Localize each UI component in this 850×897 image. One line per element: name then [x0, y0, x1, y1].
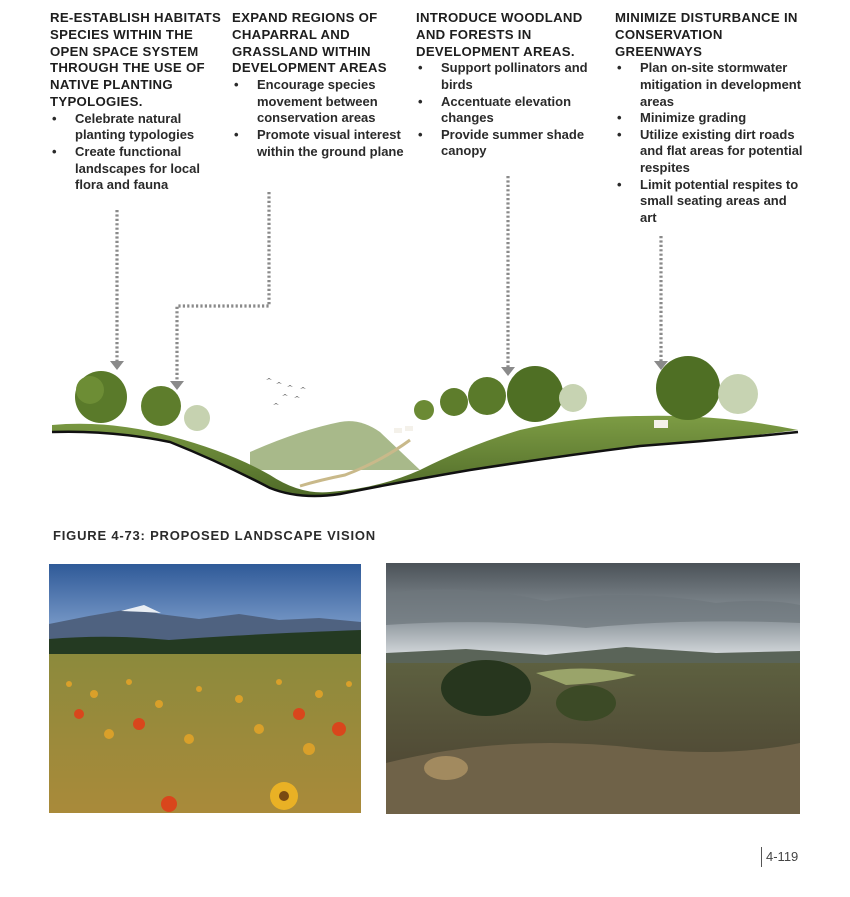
- canyon-landscape-photo: [386, 563, 800, 814]
- column-heading: MINIMIZE DISTURBANCE IN CONSERVATION GREENWAYS: [615, 10, 798, 59]
- oak-tree-icon: [440, 388, 468, 416]
- shrub-icon: [184, 405, 210, 431]
- bullet-item: • Create functional landscapes for local flora and fauna: [50, 144, 225, 194]
- shrub-icon: [718, 374, 758, 414]
- arrow-head-icon: [501, 367, 515, 376]
- figure-caption: FIGURE 4-73: PROPOSED LANDSCAPE VISION: [53, 528, 376, 543]
- birds-icon: [266, 378, 306, 405]
- shrub-icon: [414, 400, 434, 420]
- shrub-icon: [559, 384, 587, 412]
- landscape-section-illustration: [0, 170, 850, 510]
- ground-section: [52, 416, 798, 496]
- bullet-item: • Limit potential respites to small seating areas and art: [615, 177, 805, 227]
- strategy-column-woodland: [416, 10, 606, 160]
- page-number: 4-119: [761, 847, 798, 867]
- arrow-head-icon: [170, 381, 184, 390]
- strategy-column-chaparral: [232, 10, 404, 160]
- bullet-item: • Encourage species movement between conservation areas: [232, 77, 404, 127]
- canyon-image: [386, 563, 800, 814]
- oak-tree-icon: [141, 386, 181, 426]
- column-heading: EXPAND REGIONS OF CHAPARRAL AND GRASSLAND WITHIN DEVELOPMENT AREAS: [232, 10, 387, 76]
- meadow-image: [49, 564, 361, 813]
- bullet-item: • Celebrate natural planting typologies: [50, 111, 225, 144]
- column-heading: INTRODUCE WOODLAND AND FORESTS IN DEVELOPMENT AREAS.: [416, 10, 583, 59]
- section-cut-line: [52, 432, 798, 496]
- bullet-list: [232, 77, 404, 160]
- oak-tree-icon: [656, 356, 720, 420]
- bullet-item: • Promote visual interest within the ground plane: [232, 127, 404, 160]
- bullet-item: • Minimize grading: [615, 110, 805, 127]
- leader-arrows: [117, 176, 661, 382]
- bullet-item: • Utilize existing dirt roads and flat areas for potential respites: [615, 127, 805, 177]
- bullet-item: • Provide summer shade canopy: [416, 127, 606, 160]
- bullet-item: • Support pollinators and birds: [416, 60, 606, 93]
- leader-line-chaparral: [177, 192, 269, 382]
- column-heading: RE-ESTABLISH HABITATS SPECIES WITHIN THE OPEN SPACE SYSTEM THROUGH THE USE OF NATIVE PLANTING TYPOLOGIES.: [50, 10, 222, 109]
- oak-tree-icon: [468, 377, 506, 415]
- bullet-item: • Plan on-site stormwater mitigation in development areas: [615, 60, 805, 110]
- arrow-head-icon: [110, 361, 124, 370]
- bullet-item: • Accentuate elevation changes: [416, 94, 606, 127]
- strategy-column-habitats: [50, 10, 225, 194]
- oak-tree-icon: [507, 366, 563, 422]
- bullet-list: [416, 60, 606, 160]
- wildflower-meadow-photo: [49, 564, 361, 813]
- arrow-heads: [110, 361, 668, 390]
